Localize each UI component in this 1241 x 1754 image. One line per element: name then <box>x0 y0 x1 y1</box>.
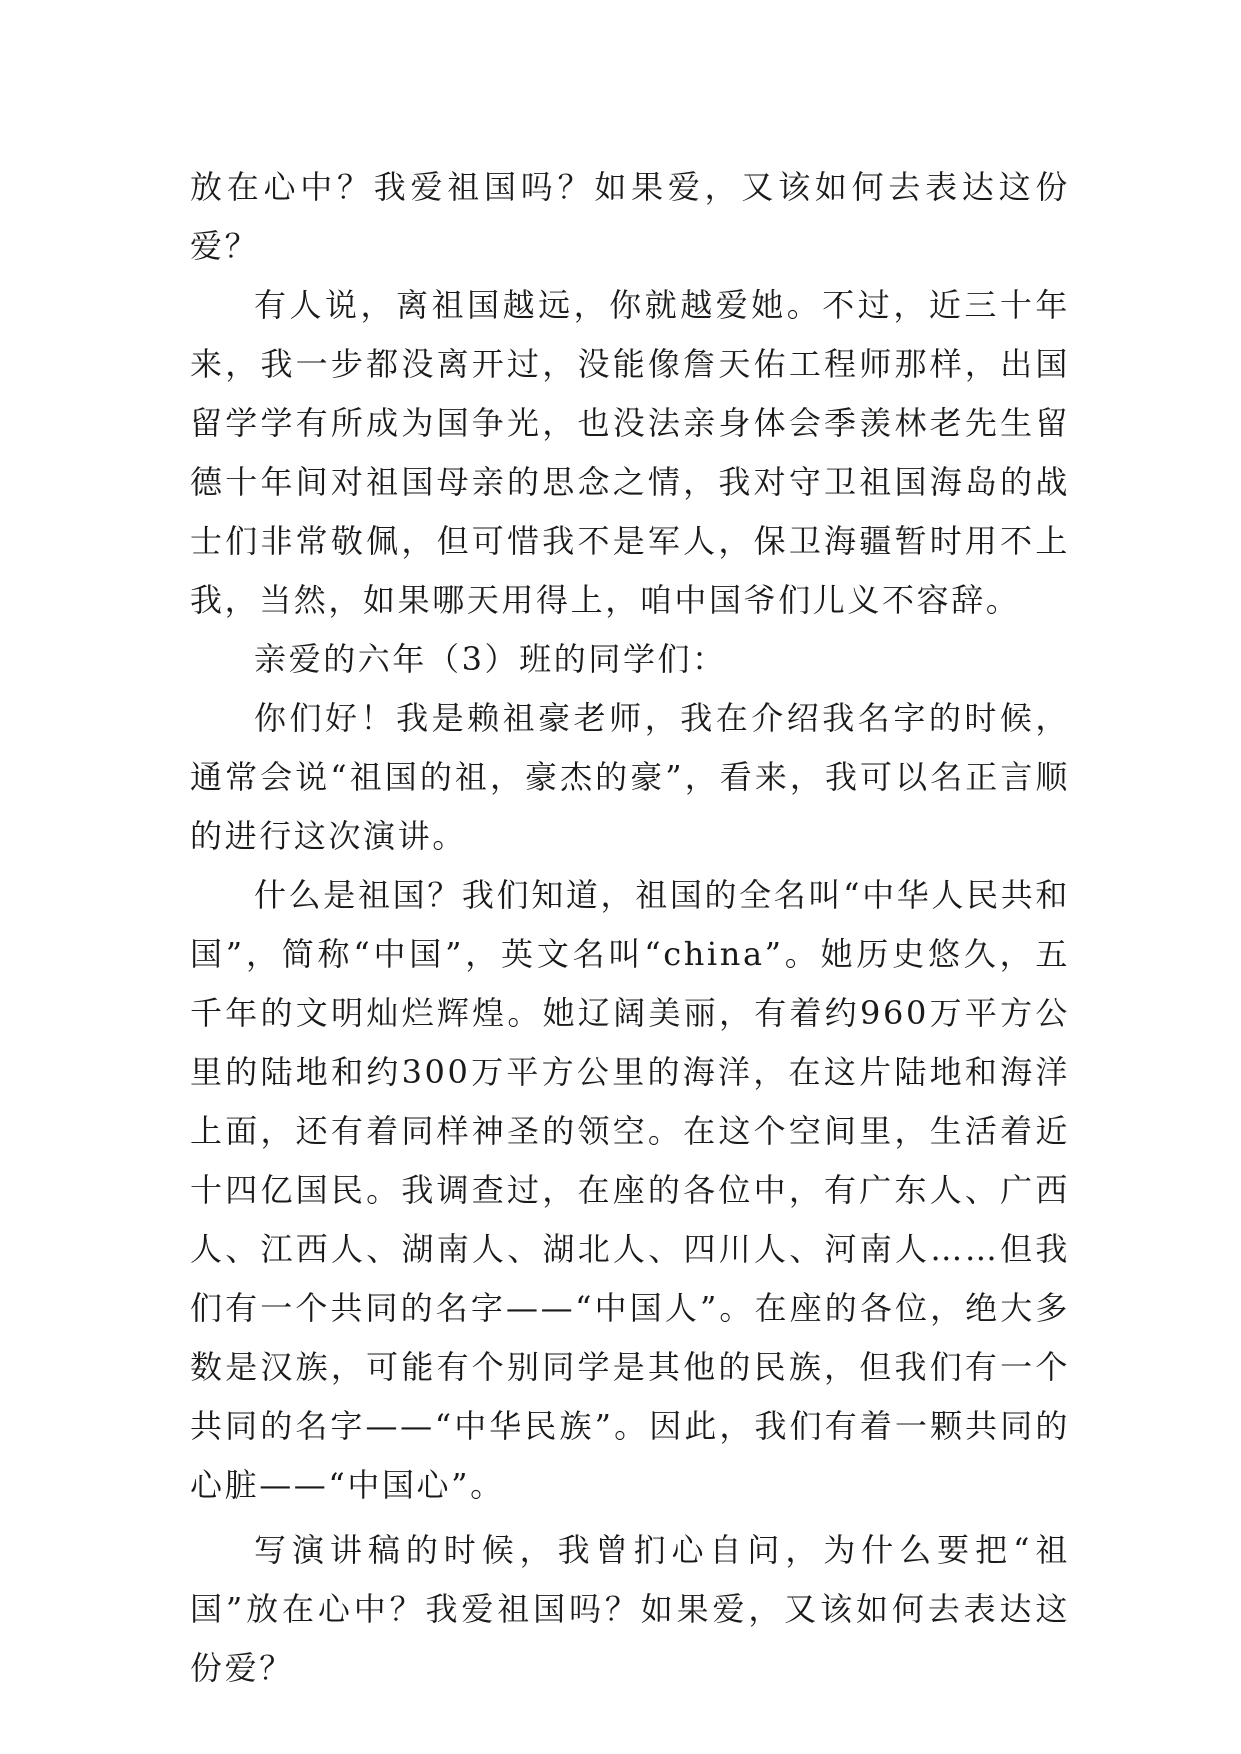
paragraph-what-is-motherland: 什么是祖国？我们知道，祖国的全名叫“中华人民共和国”，简称“中国”，英文名叫“china”。她历史悠久，五千年的文明灿烂辉煌。她辽阔美丽，有着约960万平方公里的陆地和约300万平方公里的海洋，在这片陆地和海洋上面，还有着同样神圣的领空。在这个空间里，生活着近十四亿国民。我调查过，在座的各位中，有广东人、广西人、江西人、湖南人、湖北人、四川人、河南人……但我们有一个共同的名字——“中国人”。在座的各位，绝大多数是汉族，可能有个别同学是其他的民族，但我们有一个共同的名字——“中华民族”。因此，我们有着一颗共同的心脏——“中国心”。 <box>190 876 1070 1504</box>
paragraph-continuation: 放在心中？我爱祖国吗？如果爱，又该如何去表达这份爱？ <box>190 168 1070 265</box>
paragraph-distance-love: 有人说，离祖国越远，你就越爱她。不过，近三十年来，我一步都没离开过，没能像詹天佑工程师那样，出国留学学有所成为国争光，也没法亲身体会季羡林老先生留德十年间对祖国母亲的思念之情，我对守卫祖国海岛的战士们非常敬佩，但可惜我不是军人，保卫海疆暂时用不上我，当然，如果哪天用得上，咱中国爷们儿义不容辞。 <box>190 286 1070 619</box>
paragraph-self-question: 写演讲稿的时候，我曾扪心自问，为什么要把“祖国”放在心中？我爱祖国吗？如果爱，又该如何去表达这份爱？ <box>190 1531 1070 1687</box>
document-body <box>190 158 1070 1698</box>
salutation: 亲爱的六年（3）班的同学们： <box>254 640 727 678</box>
paragraph-greeting: 你们好！我是赖祖豪老师，我在介绍我名字的时候，通常会说“祖国的祖，豪杰的豪”，看来，我可以名正言顺的进行这次演讲。 <box>190 699 1070 855</box>
